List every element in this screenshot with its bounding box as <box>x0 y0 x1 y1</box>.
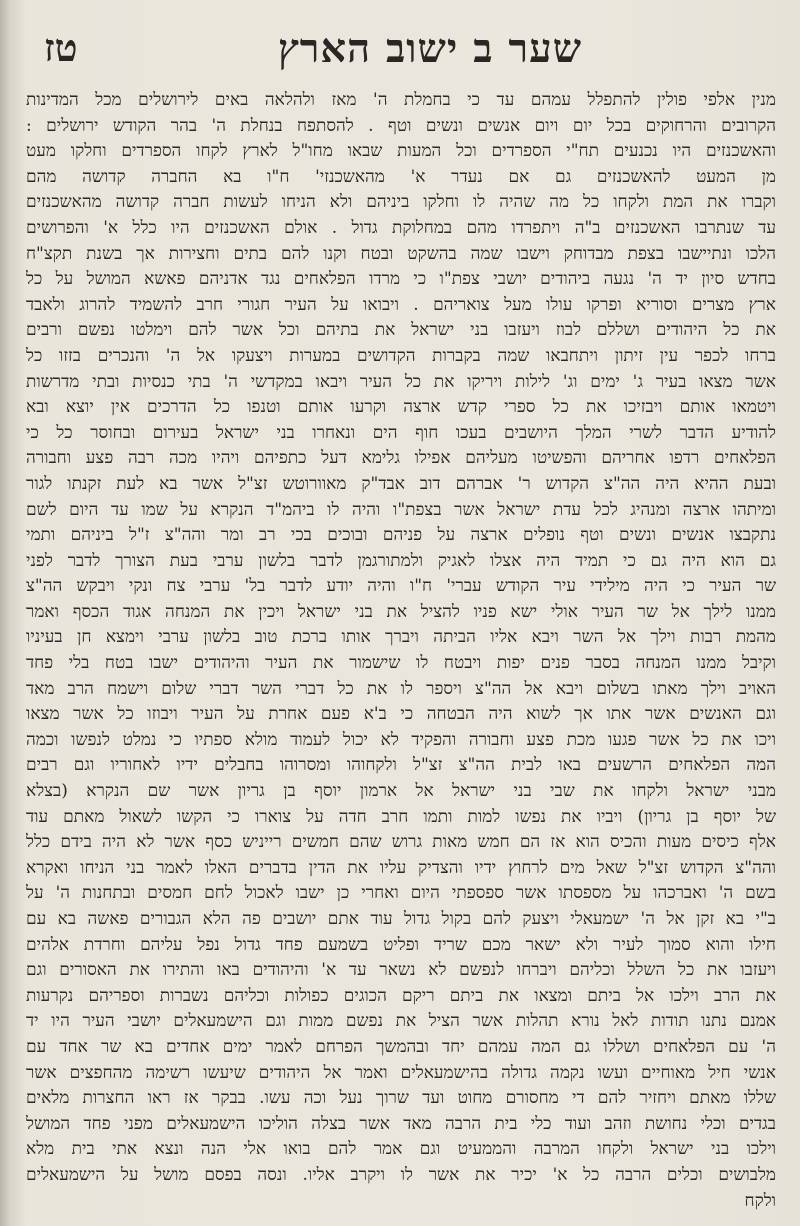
text-line: מלבושים וכלים הרבה כל א' יכיר את אשר לו ויקרב אליו. ונסה בפסם מושל על הישמעאלים <box>26 1164 776 1185</box>
text-line: גם הוא היה גם כי תמיד היה אצלו לאגיק ולמתורגמן לדבר בלשון ערבי בעת הצורך לדבר לפני <box>26 550 776 571</box>
text-line: אמנם נתנו תודות לאל נורא תהלות אשר הציל את נפשם ממות וגם הישמעאלים יושבי העיר היו יד <box>26 1011 776 1032</box>
text-line: עד שנתרבו האשכנזים ב"ה ויתפרדו מהם במחלוקת גדול . אולם האשכנזים היו כלל א' והפרושים <box>26 217 776 238</box>
text-line: אנשי חיל מאוחיים ועשו נקמה גדולה בהישמעאלים ואמר אל היהודים שיעשו רשימה מהחפצים אשר <box>26 1062 776 1083</box>
text-line: וקברו את המת ולקחו כל מה שהיה לו וחלקו ביניהם ולא הניחו לעשות חברה קדושה מהאשכנזים <box>26 192 776 213</box>
text-line: להודיע הדבר לשרי המלך היושבים בעכו חוף הים ונאחרו בני ישראל בעירום ובחוסר כל כי <box>26 422 776 443</box>
text-line: בשם ה' ואברכהו על מספסתו אשר ספספתי היום ואחרי כן ישבו לאכול לחם חמסים ובתחנות ה' על <box>26 883 776 904</box>
text-line: בגדים וכלי נחושת וזהב ועוד כלי בית הרבה מאד אשר בצלה הוליכו הישמעאלים מפני פחד המושל <box>26 1113 776 1134</box>
text-line: בחדש סיון יד ה' נגעה ביהודים יושבי צפת"ו כי מרדו הפלאחים נגד אדניהם פאשא המושל על כל <box>26 269 776 290</box>
text-line: וילכו בני ישראל ולקחו המרבה והממעיט וגם אמר להם בואו אלי הנה ונצא אתי בית מלא <box>26 1139 776 1160</box>
text-line: הפלאחים רדפו אחריהם והפשיטו מעליהם אפילו גלימא דעל כתפיהם ויהיו מכה רבה פצע וחבורה <box>26 448 776 469</box>
text-line: הקרובים והרחוקים בכל יום ויום אנשים ונשים וטף . להסתפח בנחלת ה' בהר הקודש ירושלים : <box>26 115 776 136</box>
text-line: מבני ישראל ולקחו את שבי בני ישראל אל ארמון יוסף בן גריון אשר שם הנקרא (בצלא <box>26 781 776 802</box>
text-line: את הרב וילכו אל ביתם ומצאו את ביתם ריקם הכוגים כפולות וכליהם נשברות וספריהם נקרעות <box>26 985 776 1006</box>
text-line: חילו והוא סמוך לעיר ולא ישאר מכם שריד ופליט בשמעם פחד גדול נפל עליהם וחרדת אלהים <box>26 934 776 955</box>
page-number: טז <box>44 25 78 70</box>
text-line: שר העיר כי היה מילידי עיר הקודש עברי' ח"ו והיה יודע לדבר בל' ערבי צח ונקי ויבקש הה"צ <box>26 576 776 597</box>
text-line: אלף כיסים מעות והכיס הוא אז הם חמש מאות גרוש שהם חמשים רייניש כסף אשר לא היה בידם כלל <box>26 832 776 853</box>
text-line: נתקבצו אנשים ונשים וטף נופלים ארצה על פניהם ובוכים בכי רב ומר והה"צ ז"ל ביניהם ותמי <box>26 525 776 546</box>
text-line: ה' עם הפלאחים ושללו גם המה עמהם יחד ובהמשך הפרחם לאמר ימים אחדים בא שר אחד עם <box>26 1036 776 1057</box>
text-line: ארץ מצרים וסוריא ופרקו עולו מעל צואריהם . ויבואו על העיר חגורי חרב להשמיד להרוג ולאבד <box>26 294 776 315</box>
text-line: האויב וילך מאתו בשלום ויבא אל הה"צ ויספר לו את כל דברי השר דברי שלום וישמח הרב מאד <box>26 678 776 699</box>
text-line: מנין אלפי פולין להתפלל עמהם עד כי בחמלת ה' מאז ולהלאה באים לירושלים מכל המדינות <box>26 90 776 110</box>
text-line: ומיתהו ארצה ומנהיג לכל עדת ישראל אשר בצפת"ו והיה לו ביהמ"ד הנקרא על שמו עד היום לשם <box>26 499 776 520</box>
text-line: מן המעט להאשכנזים גם אם נעדר א' מהאשכנזי' ח"ו בא החברה קדושה מהם <box>26 166 776 187</box>
text-line: ובעת ההיא היה הה"צ הקדוש ר' אברהם דוב אבד"ק מאוורוטש זצ"ל אשר בא לעת זקנתו לגור <box>26 473 776 494</box>
text-line: ממנו לילך אל שר העיר אולי ישא פניו להציל את בני ישראל ויכין את המנחה אגוד הכסף ואמר <box>26 601 776 622</box>
text-line: ויכו את כל אשר פגעו מכת פצע וחבורה והפקיד לא יכול לעמוד מולא ספתיו כי נמלט לנפשו וכמה <box>26 729 776 750</box>
text-line: שללו מאתם ויחזיר להם די מחסורם מחוט ועד שרוך נעל וכה עשו. בבקר אז ראו החצרות מלאים <box>26 1088 776 1109</box>
text-line: ולקח <box>744 1190 776 1211</box>
body-text <box>26 88 776 1214</box>
text-line: ברחו לכפר עין זיתון ויתחבאו שמה בקברות הקדושים במערות ויצעקו אל ה' והנכרים בזזו כל <box>26 345 776 366</box>
text-line: וקיבל ממנו המנחה בסבר פנים יפות ויבטח לו שישמור את העיר והיהודים ישבו בטח בלי פחד <box>26 653 776 674</box>
text-line: המה הפלאחים הרשעים באו לבית הה"צ זצ"ל ולקחוהו ומסרוהו בחבלים ידיו לאחוריו וגם רבים <box>26 755 776 776</box>
page-title: שער ב ישוב הארץ <box>277 25 583 72</box>
text-line: וגם האנשים אשר אתו אך לשוא היה הבטחה כי ב'א פעם אחרת על העיר ויבוזו כל אשר מצאו <box>26 704 776 725</box>
text-line: של יוסף בן גריון) ויביו את נפשו למות ותמו חרב חדה על צוארו כי הקשו לשאול מאתם עוד <box>26 806 776 827</box>
text-line: את כל היהודים ושללם לבוז ויעזבו בני ישראל את בתיהם וכל אשר להם וימלטו נפשם ורבים <box>26 320 776 341</box>
text-line: והאשכנזים היו נכנעים תח"י הספרדים וכל המעות שבאו מחו"ל לארץ לקחו הספרדים וחלקו מעט <box>26 141 776 162</box>
text-line: והה"צ הקדוש זצ"ל שאל מים לרחוץ ידיו והצדיק עליו את הדין בדברים האלו לאמר בני הניחו ואקרא <box>26 857 776 878</box>
text-line: ויטמאו אותם ויבזיכו את כל ספרי קדש ארצה וקרעו אותם וטנפו כל הדרכים אין יוצא ובא <box>26 397 776 418</box>
text-line: אשר מצאו בעיר ג' ימים וג' לילות ויריקו את כל העיר ויבאו במקדשי ה' בתי כנסיות ובתי מדרשות <box>26 371 776 392</box>
text-line: הלכו ונתיישבו בצפת מבדוחק וישבו שמה בהשקט ובטח וקנו להם בתים וחצירות אך בשנת תקצ"ח <box>26 243 776 264</box>
text-line: מהמת רבות וילך אל השר ויבא אליו הביתה ויברך אותו ברכת טוב בלשון ערבי וימצא חן בעיניו <box>26 627 776 648</box>
text-line: ב"י בא זקן אל ה' ישמעאלי ויצעק להם בקול גדול עוד אתם יושבים פה הלא הגבורים פאשה בא עם <box>26 909 776 929</box>
text-line: ויעזבו את כל השלל וכליהם ויברחו לנפשם לא נשאר עד א' והיהודים באו והתירו את האסורים וגם <box>26 960 776 981</box>
